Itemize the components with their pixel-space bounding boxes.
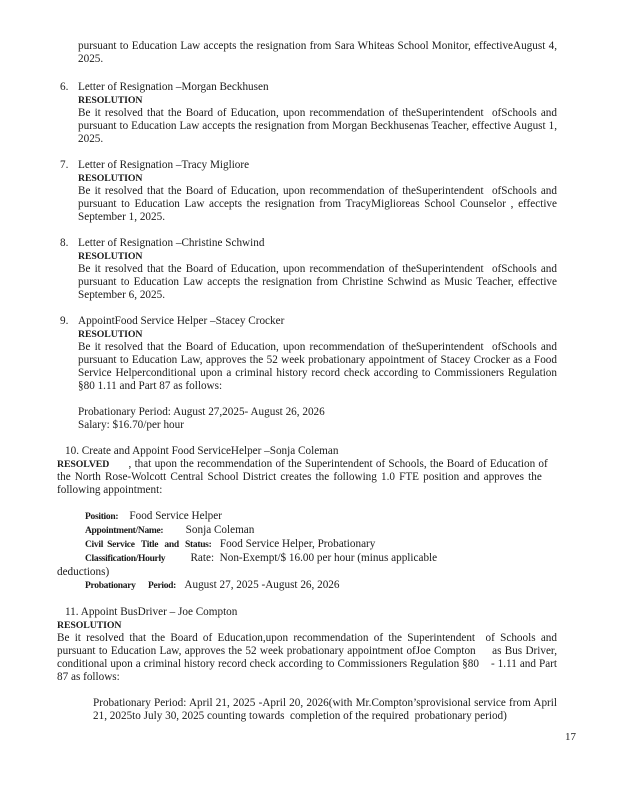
item-6-resolution-text: Be it resolved that the Board of Education, upon recommendation of theSuperintendent ofSchools and pursuant to Education Law accepts the resignation from Morgan Beckhusenas Teacher, effective August 1, 2025.	[78, 107, 557, 145]
item-9-title: AppointFood Service Helper –Stacey Crocker	[78, 315, 285, 327]
item-6-title: Letter of Resignation –Morgan Beckhusen	[78, 81, 269, 93]
agenda-item-7	[57, 159, 557, 224]
detail-value-civil-service: Food Service Helper, Probationary	[211, 538, 376, 550]
detail-value-classification-rate: Rate: Non-Exempt/$ 16.00 per hour (minus applicable	[165, 552, 438, 564]
detail-label-classification-rate: Classification/Hourly	[85, 554, 166, 564]
item-6-resolution-label: RESOLUTION	[78, 95, 143, 106]
item-8-resolution-text: Be it resolved that the Board of Education, upon recommendation of theSuperintendent ofSchools and pursuant to Education Law accepts the resignation from Christine Schwind as Music Teacher, effective September 6, 2025.	[78, 263, 557, 301]
item-10-resolved-body: , that upon the recommendation of the Superintendent of Schools, the Board of Education of the North Rose-Wolcott Central School District creates the following 1.0 FTE position and approves the following appointment:	[57, 458, 557, 496]
item-8-resolution-label: RESOLUTION	[78, 251, 143, 262]
document-content	[57, 40, 557, 723]
item-10-appointment-details	[57, 510, 557, 593]
detail-label-civil-service: Civil Service Title and Status:	[85, 540, 212, 550]
item-9-salary: Salary: $16.70/per hour	[78, 419, 184, 431]
item-6-number: 6.	[60, 81, 69, 93]
agenda-item-6	[57, 81, 557, 146]
detail-row-appointment-name	[85, 524, 557, 538]
detail-label-appointment-name: Appointment/Name:	[85, 526, 164, 536]
item-7-number: 7.	[60, 159, 69, 171]
item-8-title: Letter of Resignation –Christine Schwind	[78, 237, 265, 249]
page-number: 17	[565, 731, 576, 743]
item-10-resolution-text	[57, 458, 557, 497]
item-8-number: 8.	[60, 237, 69, 249]
item-9-terms	[78, 406, 557, 432]
detail-label-position: Position:	[85, 512, 119, 522]
item-10-title: 10. Create and Appoint Food ServiceHelper –Sonja Coleman	[65, 445, 339, 457]
item-7-resolution-label: RESOLUTION	[78, 173, 143, 184]
item-11-probationary-paragraph: Probationary Period: April 21, 2025 -April 20, 2026(with Mr.Compton’sprovisional service from April 21, 2025to July 30, 2025 counting towards completion of the required probationary period)	[93, 697, 557, 722]
detail-row-probationary-period	[85, 579, 557, 593]
agenda-item-11	[57, 606, 557, 723]
detail-row-position	[85, 510, 557, 524]
detail-row-classification-rate	[85, 552, 557, 566]
item-9-probationary-period: Probationary Period: August 27,2025- August 26, 2026	[78, 406, 325, 418]
detail-label-probationary-period: Probationary Period:	[85, 581, 177, 591]
item-7-resolution-text: Be it resolved that the Board of Education, upon recommendation of theSuperintendent ofSchools and pursuant to Education Law accepts the resignation from TracyMiglioreas School Counselor , effective September 1, 2025.	[78, 185, 557, 223]
item-9-number: 9.	[60, 315, 69, 327]
item5-continuation-paragraph: pursuant to Education Law accepts the resignation from Sara Whiteas School Monitor, effectiveAugust 4, 2025.	[78, 40, 557, 65]
agenda-item-8	[57, 237, 557, 302]
item-11-title: 11. Appoint BusDriver – Joe Compton	[65, 606, 238, 618]
deductions-line: deductions)	[57, 566, 110, 578]
item-11-resolution-text: Be it resolved that the Board of Education,upon recommendation of the Superintendent of Schools and pursuant to Education Law, approves the 52 week probationary appointment ofJoe Compton as Bus Driver, conditional upon a criminal history record check according to Commissioners Regulation §80 - 1.11 and Part 87 as follows:	[57, 632, 557, 683]
detail-row-civil-service	[85, 538, 557, 552]
agenda-item-10	[57, 445, 557, 593]
detail-value-position: Food Service Helper	[118, 510, 222, 522]
agenda-item-9	[57, 315, 557, 432]
item-9-resolution-label: RESOLUTION	[78, 329, 143, 340]
detail-value-probationary-period: August 27, 2025 -August 26, 2026	[176, 579, 340, 591]
item-11-resolution-label: RESOLUTION	[57, 620, 122, 631]
item-10-resolved-label: RESOLVED	[57, 459, 110, 470]
item-7-title: Letter of Resignation –Tracy Migliore	[78, 159, 250, 171]
detail-value-appointment-name: Sonja Coleman	[163, 524, 255, 536]
item-9-resolution-text: Be it resolved that the Board of Education, upon recommendation of theSuperintendent ofSchools and pursuant to Education Law, approves the 52 week probationary appointment of Stacey Crocker as a Food Service Helperconditional upon a criminal history record check according to Commissioners Regulation §80 1.11 and Part 87 as follows:	[78, 341, 557, 392]
